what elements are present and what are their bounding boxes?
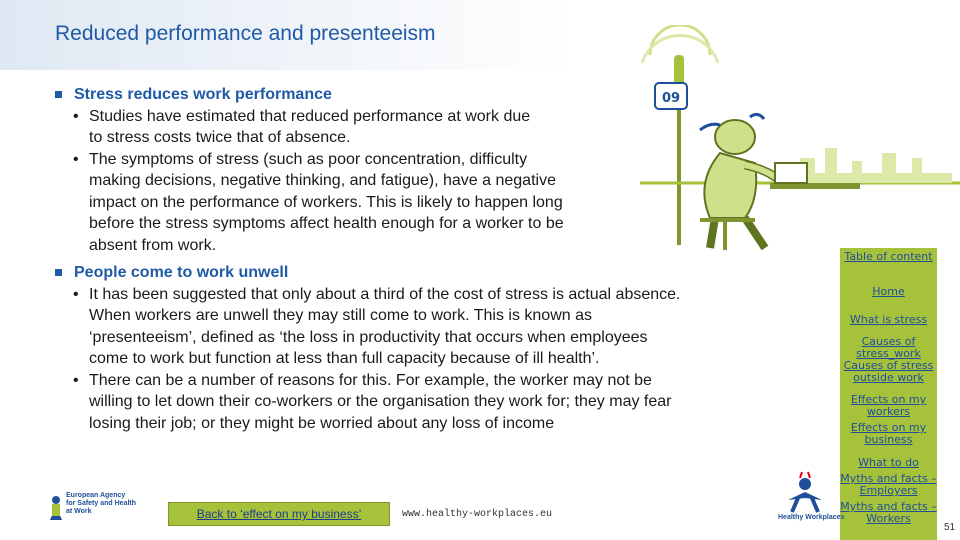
menu-item-home[interactable]: Home [872, 285, 905, 298]
dot-bullet-icon: • [73, 150, 79, 168]
dot-bullet-icon: • [73, 285, 79, 303]
back-to-effect-button[interactable]: Back to ‘effect on my business’ [168, 502, 390, 526]
dot-bullet-icon: • [73, 371, 79, 389]
menu-item-myths-and-facts-workers[interactable]: Myths and facts – Workers [840, 500, 937, 525]
square-bullet-icon [55, 91, 62, 98]
bullet-section-2 [55, 262, 755, 434]
sign-number: 09 [661, 91, 681, 106]
menu-item-myths-and-facts-employers[interactable]: Myths and facts – Employers [840, 472, 937, 497]
sub-bullet: • The symptoms of stress (such as poor concentration, difficulty making decisions, negative thinking, and fatigue), have a negative impact on the performance of workers. This is likely to happen long before the stress symptoms affect health enough for a worker to be absent from work. [73, 150, 564, 254]
menu-item-what-to-do[interactable]: What to do [858, 456, 919, 469]
navigation-menu [840, 248, 937, 540]
sub-bullet: • There can be a number of reasons for this. For example, the worker may not be willing to let down their co-workers or the organisation they work for; they may fear losing their job; or they might be worried about any loss of income [73, 371, 672, 432]
website-url: www.healthy-workplaces.eu [402, 509, 553, 520]
stressed-worker-illustration [630, 25, 960, 255]
square-bullet-icon [55, 269, 62, 276]
healthy-workplaces-text: Healthy Workplaces [778, 514, 845, 521]
bullet-heading: People come to work unwell [55, 262, 755, 284]
sub-bullet: • Studies have estimated that reduced performance at work due to stress costs twice that of absence. [73, 107, 531, 146]
menu-item-causes-of-stress-outside-work[interactable]: Causes of stress outside work [843, 359, 934, 384]
menu-item-effects-on-my-workers[interactable]: Effects on my workers [850, 393, 927, 418]
menu-item-causes-of-stress-work[interactable]: Causes of stress_work [856, 335, 921, 360]
agency-name: European Agency for Safety and Health at Work [66, 492, 137, 515]
healthy-workplaces-logo-icon [780, 470, 840, 530]
page-title: Reduced performance and presenteeism [55, 22, 436, 45]
menu-item-what-is-stress[interactable]: What is stress [849, 313, 928, 326]
bullet-heading: Stress reduces work performance [55, 84, 755, 106]
page-number: 51 [944, 522, 956, 533]
dot-bullet-icon: • [73, 107, 79, 125]
sub-bullet: • It has been suggested that only about a third of the cost of stress is actual absence. When workers are unwell they may still come to work. This is known as ‘presenteeism’, defined as ‘the loss in productivity that occurs when employees come to work but function at less than full capacity because of ill health’. [73, 285, 681, 367]
menu-item-table-of-content[interactable]: Table of content [844, 250, 933, 263]
menu-item-effects-on-my-business[interactable]: Effects on my business [850, 421, 927, 446]
